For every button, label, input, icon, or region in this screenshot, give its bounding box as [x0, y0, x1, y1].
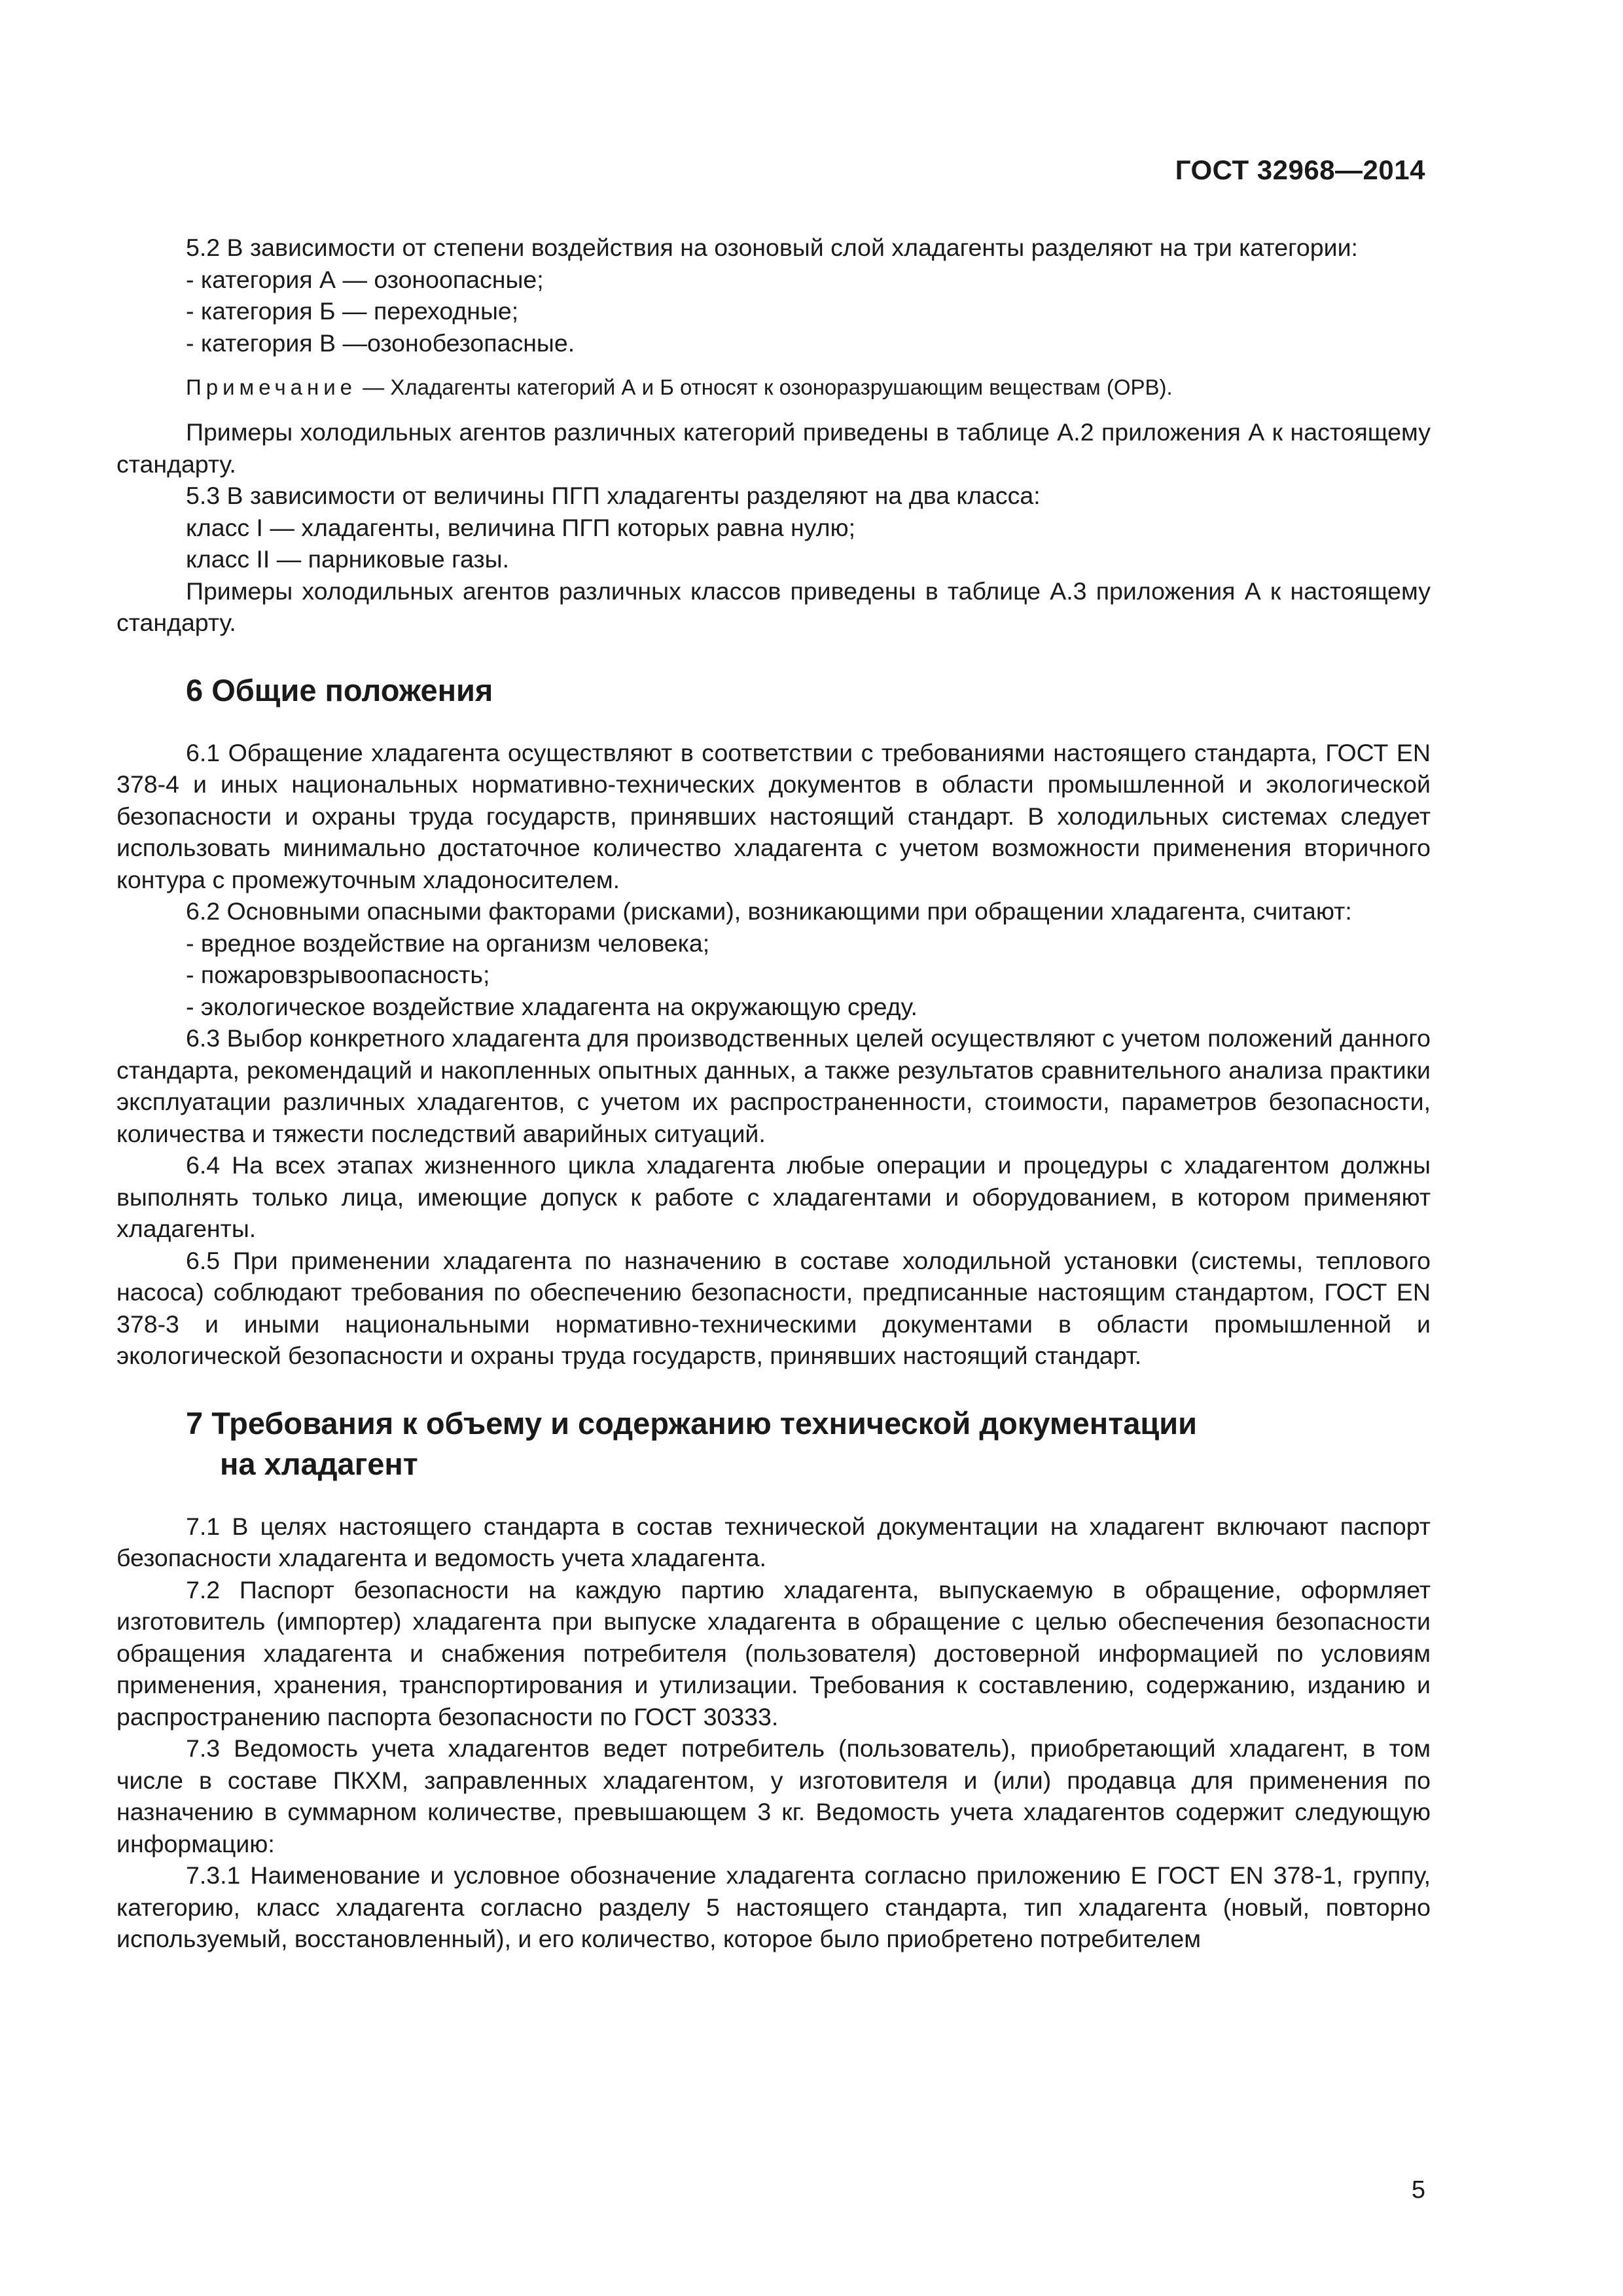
note-paragraph — [116, 373, 1431, 402]
document-body — [116, 232, 1431, 1955]
section-7-heading — [116, 1403, 1431, 1484]
paragraph-examples-table-a2: Примеры холодильных агентов различных категорий приведены в таблице А.2 приложения А к настоящему стандарту. — [116, 418, 1431, 478]
paragraph-6-2: 6.2 Основными опасными факторами (рисками), возникающими при обращении хладагента, считают: — [186, 897, 1352, 925]
class-1-line: класс I — хладагенты, величина ПГП которых равна нулю; — [186, 513, 856, 541]
paragraph-5-2: 5.2 В зависимости от степени воздействия на озоновый слой хладагенты разделяют на три категории: — [186, 234, 1358, 261]
paragraph-6-3: 6.3 Выбор конкретного хладагента для производственных целей осуществляют с учетом положений данного стандарта, рекомендаций и накопленных опытных данных, а также результатов сравнительного анализа практики эксплуатации различных хладагентов, с учетом их распространенности, стоимости, параметров безопасности, количества и тяжести последствий аварийных ситуаций. — [116, 1024, 1431, 1147]
section-7-heading-line-1: 7 Требования к объему и содержанию технической документации — [186, 1405, 1198, 1441]
paragraph-5-3: 5.3 В зависимости от величины ПГП хладагенты разделяют на два класса: — [186, 482, 1041, 509]
paragraph-6-4: 6.4 На всех этапах жизненного цикла хладагента любые операции и процедуры с хладагентом должны выполнять только лица, имеющие допуск к работе с хладагентами и оборудованием, в котором применяют хладагенты. — [116, 1151, 1431, 1242]
note-text: — Хладагенты категорий А и Б относят к озоноразрушающим веществам (ОРВ). — [357, 375, 1173, 399]
list-item-fire-hazard: - пожаровзрывоопасность; — [186, 961, 490, 988]
paragraph-7-1: 7.1 В целях настоящего стандарта в состав технической документации на хладагент включают паспорт безопасности хладагента и ведомость учета хладагента. — [116, 1512, 1431, 1571]
section-6-heading: 6 Общие положения — [186, 672, 493, 708]
paragraph-examples-table-a3: Примеры холодильных агентов различных классов приведены в таблице А.3 приложения А к настоящему стандарту. — [116, 577, 1431, 636]
paragraph-7-2: 7.2 Паспорт безопасности на каждую партию хладагента, выпускаемую в обращение, оформляет изготовитель (импортер) хладагента при выпуске хладагента в обращение с целью обеспечения безопасности обращения хладагента и снабжения потребителя (пользователя) достоверной информацией по условиям применения, хранения, транспортирования и утилизации. Требования к составлению, содержанию, изданию и распространению паспорта безопасности по ГОСТ 30333. — [116, 1575, 1431, 1731]
list-item-category-a: - категория А — озоноопасные; — [186, 265, 544, 293]
list-item-category-v: - категория В —озонобезопасные. — [186, 329, 575, 357]
paragraph-7-3-1: 7.3.1 Наименование и условное обозначение хладагента согласно приложению Е ГОСТ EN 378-1, группу, категорию, класс хладагента согласно разделу 5 настоящего стандарта, тип хладагента (новый, повторно используемый, восстановленный), и его количество, которое было приобретено потребителем — [116, 1861, 1431, 1952]
note-label: Примечание — [186, 375, 357, 399]
page-number: 5 — [1411, 2176, 1425, 2204]
class-2-line: класс II — парниковые газы. — [186, 545, 510, 573]
list-item-category-b: - категория Б — переходные; — [186, 297, 519, 325]
list-item-harmful-effect: - вредное воздействие на организм человека; — [186, 929, 710, 957]
document-code-header: ГОСТ 32968—2014 — [1175, 154, 1425, 185]
paragraph-7-3: 7.3 Ведомость учета хладагентов ведет потребитель (пользователь), приобретающий хладагент, в том числе в составе ПКХМ, заправленных хладагентом, у изготовителя и (или) продавца для применения по назначению в суммарном количестве, превышающем 3 кг. Ведомость учета хладагентов содержит следующую информацию: — [116, 1734, 1431, 1857]
paragraph-6-1: 6.1 Обращение хладагента осуществляют в соответствии с требованиями настоящего стандарта, ГОСТ EN 378-4 и иных национальных нормативно-технических документов в области промышленной и экологической безопасности и охраны труда государств, принявших настоящий стандарт. В холодильных системах следует использовать минимально достаточное количество хладагента с учетом возможности применения вторичного контура с промежуточным хладоносителем. — [116, 738, 1431, 893]
section-7-heading-line-2: на хладагент — [220, 1446, 418, 1481]
list-item-ecological-effect: - экологическое воздействие хладагента на окружающую среду. — [186, 992, 918, 1020]
paragraph-6-5: 6.5 При применении хладагента по назначению в составе холодильной установки (системы, теплового насоса) соблюдают требования по обеспечению безопасности, предписанные настоящим стандартом, ГОСТ EN 378-3 и иными национальными нормативно-техническими документами в области промышленной и экологической безопасности и охраны труда государств, принявших настоящий стандарт. — [116, 1246, 1431, 1369]
